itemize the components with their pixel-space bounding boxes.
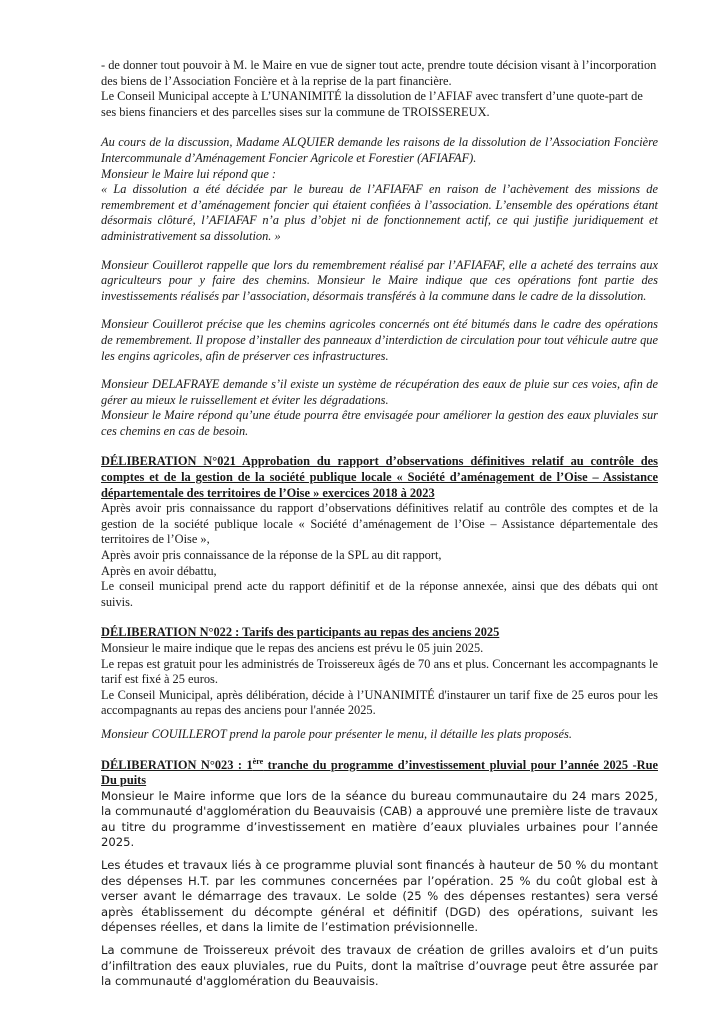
deliberation-023-paragraph-3: La commune de Troissereux prévoit des travaux de création de grilles avaloirs et d’un puits d’infiltration des eaux pluviales, rue du Puits, dont la maîtrise d’ouvrage peut être assurée par la communauté d'agglomération du Beauvaisis. [101, 943, 658, 989]
intro-delegation-line: - de donner tout pouvoir à M. le Maire en vue de signer tout acte, prendre toute décision visant à l’incorporation des biens de l’Association Foncière et à la reprise de la part financière. [101, 58, 657, 88]
deliberation-021-paragraph-2: Après avoir pris connaissance de la réponse de la SPL au dit rapport, [101, 548, 442, 563]
deliberation-023-paragraph-1: Monsieur le Maire informe que lors de la séance du bureau communautaire du 24 mars 2025, la communauté d'agglomération du Beauvaisis (CAB) a approuvé une première liste de travaux au titre du programme d’investissement en matière d’eaux pluviales urbaines pour l’année 2025. [101, 788, 658, 849]
intro-vote-line: Le Conseil Municipal accepte à L’UNANIMITÉ la dissolution de l’AFIAF avec transfert d’une quote-part de ses biens financiers et des parcelles sises sur la commune de TROISSEREUX. [101, 89, 643, 119]
deliberation-021-paragraph-1: Après avoir pris connaissance du rapport d’observations définitives relatif au contrôle des comptes et de la gestion de la société publique locale « Société d’aménagement de l’Oise – Assistance départementale des territoires de l’Oise », [101, 501, 658, 547]
discussion-paragraph-7: Monsieur le Maire répond qu’une étude pourra être envisagée pour améliorer la gestion des eaux pluviales sur ces chemins en cas de besoin. [101, 408, 658, 438]
deliberation-022-paragraph-1: Monsieur le maire indique que le repas des anciens est prévu le 05 juin 2025. [101, 641, 484, 655]
discussion-quote: « La dissolution a été décidée par le bureau de l’AFIAFAF en raison de l’achèvement des missions de remembrement et d’aménagement foncier qui étaient confiées à l’association. L’ensemble des opérations étant désormais clôturé, l’AFIAFAF n’a plus d’objet ni de fonctionnement actif, ce qui justifie juridiquement et administrativement sa dissolution. » [101, 182, 658, 243]
deliberation-021-paragraph-3: Après en avoir débattu, [101, 563, 217, 578]
deliberation-023-paragraph-2: Les études et travaux liés à ce programme pluvial sont financés à hauteur de 50 % du montant des dépenses H.T. par les communes concernées par l’opération. 25 % du coût global est à verser avant le démarrage des travaux. Le solde (25 % des dépenses restantes) sera versé après établissement du décompte général et définitif (DGD) des opérations, suivant les dépenses réelles, et dans la limite de l’estimation prévisionnelle. [101, 858, 658, 934]
discussion-paragraph-4: Monsieur Couillerot rappelle que lors du remembrement réalisé par l’AFIAFAF, elle a acheté des terrains aux agriculteurs pour y faire des chemins. Monsieur le Maire indique que ces opérations font partie des investissements réalisés par l’association, désormais transférés à la commune dans le cadre de la dissolution. [101, 257, 658, 303]
deliberation-021-paragraph-4: Le conseil municipal prend acte du rapport définitif et de la réponse annexée, ainsi que des débats qui ont suivis. [101, 579, 658, 609]
deliberation-023-title-start: DÉLIBERATION N°023 : 1 [101, 757, 253, 772]
deliberation-021-title: DÉLIBERATION N°021 Approbation du rapport d’observations définitives relatif au contrôle des comptes et de la gestion de la société publique locale « Société d’aménagement de l’Oise – Assistance départementale des territoires de l’Oise » exercices 2018 à 2023 [101, 454, 658, 500]
deliberation-022-paragraph-2: Le repas est gratuit pour les administrés de Troissereux âgés de 70 ans et plus. Concernant les accompagnants le tarif est fixé à 25 euros. [101, 656, 658, 687]
deliberation-023-title-ordinal: ère [252, 756, 264, 766]
discussion-paragraph-5: Monsieur Couillerot précise que les chemins agricoles concernés ont été bitumés dans le cadre des opérations de remembrement. Il propose d’installer des panneaux d’interdiction de circulation pour tout véhicule autre que les engins agricoles, afin de préserver ces infrastructures. [101, 317, 658, 363]
discussion-paragraph-6: Monsieur DELAFRAYE demande s’il existe un système de récupération des eaux de pluie sur ces voies, afin de gérer au mieux le ruissellement et éviter les dégradations. [101, 377, 658, 407]
deliberation-022-paragraph-4: Monsieur COUILLEROT prend la parole pour présenter le menu, il détaille les plats proposés. [101, 726, 572, 741]
deliberation-022-paragraph-3: Le Conseil Municipal, après délibération, décide à l’UNANIMITÉ d'instaurer un tarif fixe de 25 euros pour les accompagnants au repas des anciens pour l'année 2025. [101, 687, 658, 718]
deliberation-023-title-end: tranche du programme d’investissement pluvial pour l’année 2025 -Rue Du puits [101, 757, 658, 788]
deliberation-023-title [101, 758, 658, 789]
deliberation-022-title: DÉLIBERATION N°022 : Tarifs des participants au repas des anciens 2025 [101, 625, 500, 640]
discussion-paragraph-1: Au cours de la discussion, Madame ALQUIER demande les raisons de la dissolution de l’Association Foncière Intercommunale d’Aménagement Foncier Agricole et Forestier (AFIAFAF). [101, 135, 658, 165]
discussion-paragraph-2: Monsieur le Maire lui répond que : [101, 166, 277, 181]
